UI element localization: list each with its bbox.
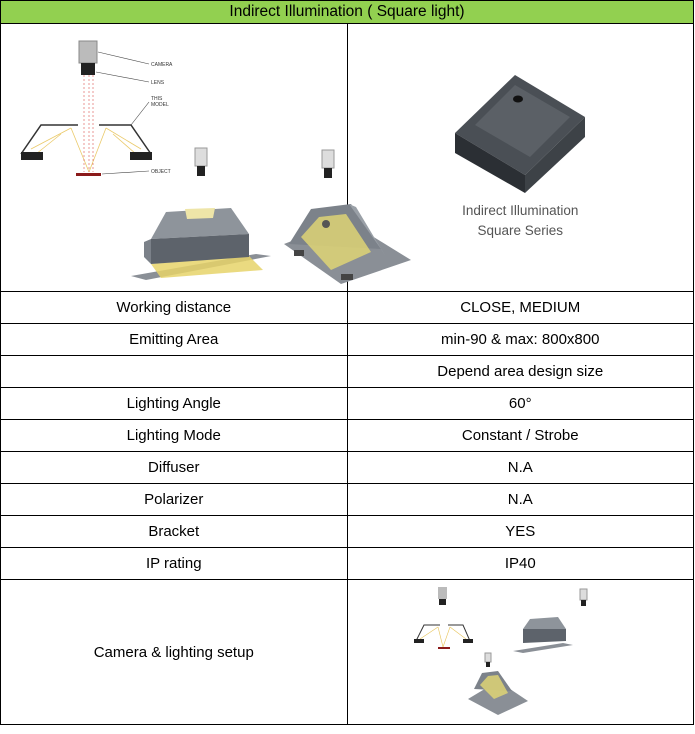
lighting-diagram [1,24,454,287]
spec-value: min-90 & max: 800x800 [347,324,694,356]
table-row [1,292,694,324]
setup-camera-icon-2 [485,653,491,667]
spec-value: N.A [347,484,694,516]
camera-small-right-icon [322,150,334,178]
table-row [1,516,694,548]
spec-label [1,356,348,388]
label-model-1: THIS [151,96,163,102]
setup-row [1,580,694,725]
product-caption-line2: Square Series [477,222,564,238]
table-row [1,548,694,580]
spec-value: YES [347,516,694,548]
led-left-icon [21,152,43,160]
header-row [1,1,694,24]
diagram-cell [1,24,348,292]
spec-label: Bracket [1,516,348,548]
setup-image-cell [347,580,694,725]
setup-camera-icon [580,589,587,606]
spec-value: IP40 [347,548,694,580]
camera-body-icon [79,41,97,63]
spec-value: 60° [347,388,694,420]
table-row [1,484,694,516]
light-rays [31,128,141,172]
table-row [1,388,694,420]
setup-label: Camera & lighting setup [1,580,348,725]
spec-value: Constant / Strobe [347,420,694,452]
lens-icon [81,63,95,75]
spec-label: Emitting Area [1,324,348,356]
object-icon [76,173,101,176]
table-row [1,356,694,388]
product-caption-line1: Indirect Illumination [462,202,579,218]
camera-hole-icon [513,95,523,102]
camera-small-left-icon [195,148,207,176]
table-row [1,324,694,356]
spec-label: Polarizer [1,484,348,516]
square-light-render-left [131,208,271,280]
table-row [1,420,694,452]
square-light-render-right [284,204,411,284]
spec-value: Depend area design size [347,356,694,388]
label-lens: LENS [151,80,165,86]
product-photo [445,75,595,193]
table-row [1,452,694,484]
camera-rays [84,75,93,172]
label-camera: CAMERA [151,62,173,68]
spec-value: N.A [347,452,694,484]
spec-label: Diffuser [1,452,348,484]
setup-diagram [408,581,633,719]
spec-label: Working distance [1,292,348,324]
spec-value: CLOSE, MEDIUM [347,292,694,324]
image-row [1,24,694,292]
label-object: OBJECT [151,169,171,175]
spec-label: Lighting Angle [1,388,348,420]
spec-label: Lighting Mode [1,420,348,452]
table-title: Indirect Illumination ( Square light) [1,1,694,24]
led-right-icon [130,152,152,160]
spec-label: IP rating [1,548,348,580]
label-model-2: MODEL [151,102,169,108]
